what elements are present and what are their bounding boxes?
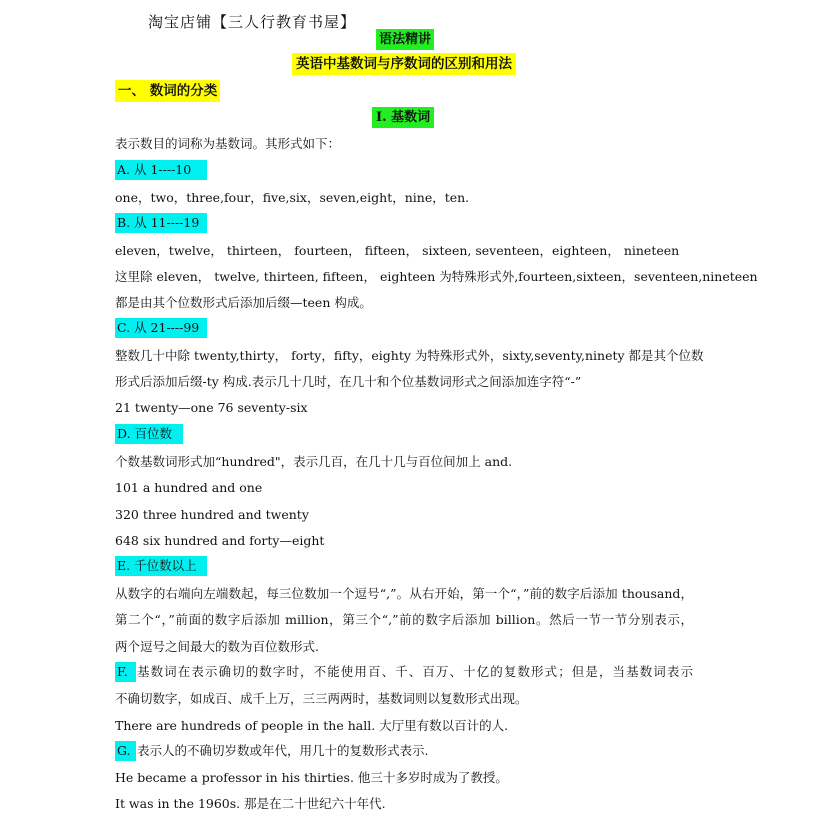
part-c-line: 形式后添加后缀-ty 构成.表示几十几时，在几十和个位基数词形式之间添加连字符“-” [115, 374, 582, 389]
tag-label: 语法精讲 [376, 29, 434, 50]
part-e-line: 第二个“，”前面的数字后添加 million，第三个“,”前的数字后添加 billion。然后一节一节分别表示， [115, 612, 693, 627]
subsection-heading: I. 基数词 [372, 107, 434, 128]
part-g-line: 表示人的不确切岁数或年代，用几十的复数形式表示. [137, 743, 429, 758]
part-b-line: 都是由其个位数形式后添加后缀—teen 构成。 [115, 295, 372, 310]
part-d-line: 101 a hundred and one [115, 480, 263, 495]
part-c-label: C. 从 21----99 [115, 318, 207, 338]
part-c-line: 21 twenty—one 76 seventy-six [115, 400, 308, 415]
part-b-label: B. 从 11----19 [115, 213, 207, 233]
part-d-line: 个数基数词形式加“hundred"，表示几百，在几十几与百位间加上 and. [115, 454, 513, 469]
part-d-label: D. 百位数 [115, 424, 183, 444]
part-g-line: He became a professor in his thirties. 他三十多岁时成为了教授。 [115, 770, 508, 785]
part-d-line: 320 three hundred and twenty [115, 507, 309, 522]
intro-text: 表示数目的词称为基数词。其形式如下： [115, 136, 341, 151]
section-heading: 一、 数词的分类 [115, 80, 220, 102]
document-title: 英语中基数词与序数词的区别和用法 [292, 53, 516, 75]
part-g-label: G. [115, 741, 136, 761]
part-b-line: 这里除 eleven， twelve, thirteen, fifteen， eighteen 为特殊形式外,fourteen,sixteen，seventeen,nineteen [115, 269, 758, 284]
shop-label: 淘宝店铺【三人行教育书屋】 [148, 13, 357, 31]
part-c-line: 整数几十中除 twenty,thirty， forty，fifty，eighty 为特殊形式外，sixty,seventy,ninety 都是其个位数 [115, 348, 704, 363]
part-e-line: 两个逗号之间最大的数为百位数形式. [115, 639, 319, 654]
part-f-line: There are hundreds of people in the hall. 大厅里有数以百计的人. [115, 718, 509, 733]
part-b-line: eleven，twelve， thirteen， fourteen， fifteen， sixteen, seventeen，eighteen， nineteen [115, 243, 680, 258]
part-f-label: F. [115, 662, 136, 682]
part-f-line: 不确切数字，如成百、成千上万，三三两两时，基数词则以复数形式出现。 [115, 691, 528, 706]
part-f-line: 基数词在表示确切的数字时，不能使用百、千、百万、十亿的复数形式；但是，当基数词表示 [137, 664, 693, 679]
part-g-line: It was in the 1960s. 那是在二十世纪六十年代. [115, 796, 386, 811]
part-a-label: A. 从 1----10 [115, 160, 207, 180]
part-e-line: 从数字的右端向左端数起，每三位数加一个逗号“,”。从右开始，第一个“，”前的数字后添加 thousand， [115, 586, 693, 601]
part-d-line: 648 six hundred and forty—eight [115, 533, 325, 548]
part-a-line: one，two，three,four，five,six，seven,eight，nine，ten. [115, 190, 470, 205]
part-e-label: E. 千位数以上 [115, 556, 207, 576]
